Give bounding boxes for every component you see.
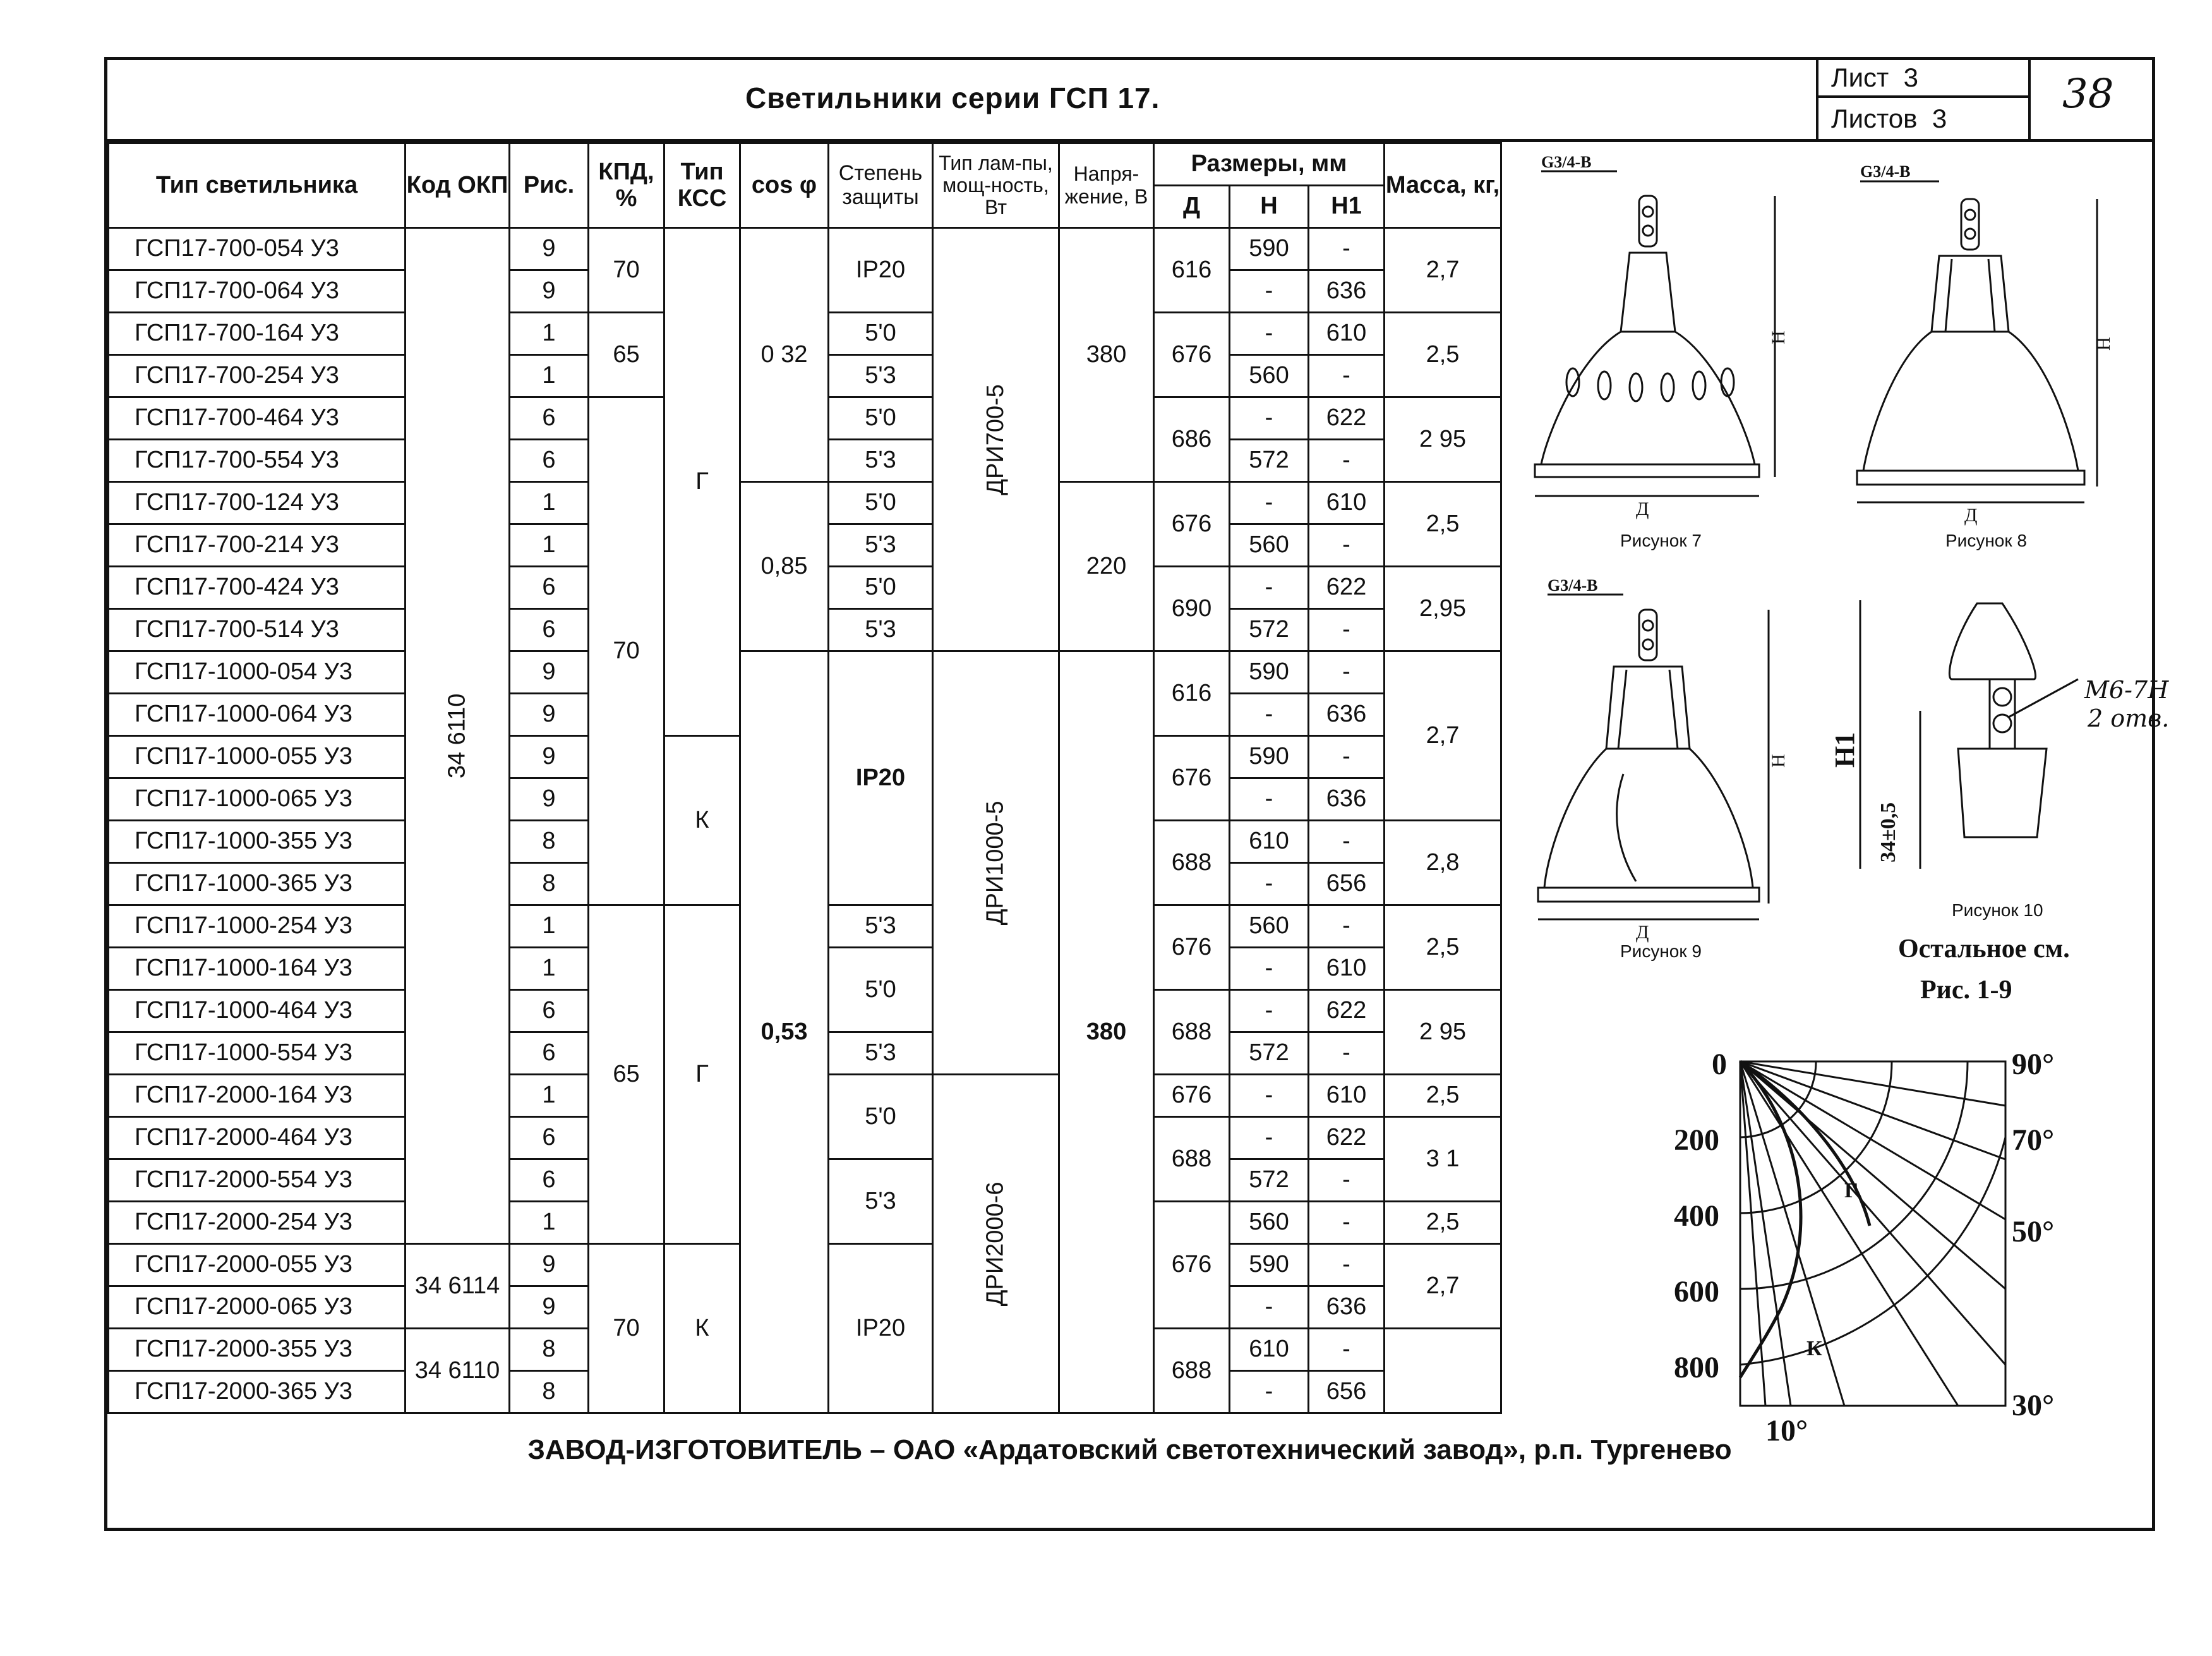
table-cell-h1: 636 (1309, 270, 1385, 313)
header-voltage: Напря-жение, В (1059, 143, 1154, 228)
table-cell-lamp (933, 1075, 1059, 1413)
table-cell-h1: - (1309, 651, 1385, 694)
sheets-value: 3 (1932, 104, 1947, 133)
table-cell-fig: 6 (510, 397, 589, 440)
table-cell-type: ГСП17-700-214 У3 (109, 524, 406, 567)
header-cos: cos φ (740, 143, 829, 228)
table-cell-d: 688 (1154, 1329, 1230, 1413)
table-cell-fig: 9 (510, 651, 589, 694)
lamp-value: ДРИ700-5 (982, 384, 1009, 495)
dim-h1-label: Н1 (1829, 732, 1860, 768)
table-cell-mass: 2 95 (1385, 397, 1501, 482)
sheets-row (1818, 98, 2041, 140)
table-cell-h: 590 (1230, 228, 1309, 270)
table-cell-voltage: 380 (1059, 651, 1154, 1413)
table-cell-d: 676 (1154, 1202, 1230, 1329)
header-kss: Тип КСС (664, 143, 740, 228)
table-cell-fig: 9 (510, 736, 589, 778)
table-cell-h: - (1230, 948, 1309, 990)
sheets-label: Листов (1831, 104, 1918, 133)
table-cell-mass: 2,5 (1385, 313, 1501, 397)
table-cell-kpd: 70 (589, 397, 664, 905)
table-cell-protection: 5'0 (829, 948, 933, 1032)
table-cell-fig: 9 (510, 228, 589, 270)
table-cell-type: ГСП17-1000-055 У3 (109, 736, 406, 778)
table-cell-lamp (933, 228, 1059, 651)
table-cell-type: ГСП17-700-464 У3 (109, 397, 406, 440)
fig10-holes-label: 2 отв. (2088, 704, 2170, 732)
polar-angle-label: 10° (1765, 1414, 1808, 1447)
table-cell-mass: 2,7 (1385, 1244, 1501, 1329)
table-cell-mass: 2 95 (1385, 990, 1501, 1075)
dim-d-label: Д (1636, 922, 1649, 943)
table-cell-fig: 1 (510, 482, 589, 524)
table-cell-fig: 6 (510, 609, 589, 651)
dim-h-label: Н (2093, 337, 2114, 351)
table-cell-h: - (1230, 313, 1309, 355)
table-cell-h1: 622 (1309, 1117, 1385, 1159)
polar-radial-label: 200 (1674, 1123, 1719, 1157)
table-cell-type: ГСП17-700-064 У3 (109, 270, 406, 313)
table-cell-cos: 0 32 (740, 228, 829, 482)
table-cell-type: ГСП17-1000-065 У3 (109, 778, 406, 821)
note-line1: Остальное см. (1898, 934, 2070, 964)
fig10-caption: Рисунок 10 (1952, 900, 2043, 920)
fig7-caption: Рисунок 7 (1620, 531, 1702, 550)
table-cell-protection: 5'3 (829, 355, 933, 397)
table-cell-type: ГСП17-700-554 У3 (109, 440, 406, 482)
table-cell-mass: 2,5 (1385, 1075, 1501, 1117)
table-cell-h: 572 (1230, 609, 1309, 651)
table-cell-type: ГСП17-2000-554 У3 (109, 1159, 406, 1202)
table-cell-h1: - (1309, 1244, 1385, 1286)
table-cell-h1: - (1309, 609, 1385, 651)
fig8-caption: Рисунок 8 (1945, 531, 2027, 550)
fig10-thread-label: М6-7Н (2084, 676, 2169, 704)
thread-label: G3/4-B (1548, 576, 1598, 595)
polar-radial-label: 600 (1674, 1275, 1719, 1308)
table-cell-type: ГСП17-2000-355 У3 (109, 1329, 406, 1371)
header-d: Д (1154, 186, 1230, 228)
thread-label: G3/4-B (1541, 153, 1592, 171)
table-cell-mass: 2,7 (1385, 651, 1501, 821)
table-cell-fig: 6 (510, 440, 589, 482)
table-cell-mass (1385, 1329, 1501, 1413)
table-cell-h1: - (1309, 440, 1385, 482)
table-cell-h1: 610 (1309, 313, 1385, 355)
table-cell-fig: 9 (510, 270, 589, 313)
polar-radial-label: 800 (1674, 1351, 1719, 1384)
fig9-caption: Рисунок 9 (1620, 941, 1702, 961)
header-okp: Код ОКП (406, 143, 510, 228)
luminaire-drawing-fig8 (1857, 162, 2114, 526)
table-cell-mass: 2,95 (1385, 567, 1501, 651)
note-line2: Рис. 1-9 (1920, 976, 2012, 1005)
table-cell-h1: 656 (1309, 1371, 1385, 1413)
table-cell-h: 572 (1230, 1032, 1309, 1075)
table-cell-kss: Г (664, 228, 740, 736)
table-cell-d: 688 (1154, 990, 1230, 1075)
curve-g-label: Г (1844, 1179, 1858, 1202)
table-cell-h1: - (1309, 821, 1385, 863)
table-cell-h: - (1230, 270, 1309, 313)
manufacturer-footer: ЗАВОД-ИЗГОТОВИТЕЛЬ – ОАО «Ардатовский светотехнический завод», р.п. Тургенево (527, 1434, 1732, 1465)
table-cell-protection: 5'3 (829, 440, 933, 482)
table-cell-h: 590 (1230, 1244, 1309, 1286)
table-cell-h: - (1230, 863, 1309, 905)
polar-radial-label: 0 (1712, 1048, 1727, 1081)
table-cell-kss: К (664, 736, 740, 905)
table-cell-type: ГСП17-1000-355 У3 (109, 821, 406, 863)
table-cell-h1: 622 (1309, 567, 1385, 609)
table-cell-protection: 5'3 (829, 609, 933, 651)
table-cell-fig: 9 (510, 1286, 589, 1329)
table-cell-fig: 6 (510, 1159, 589, 1202)
table-cell-h: 560 (1230, 905, 1309, 948)
sheet-box (1816, 57, 2031, 142)
table-cell-h: - (1230, 1286, 1309, 1329)
table-cell-h: 572 (1230, 1159, 1309, 1202)
table-cell-fig: 8 (510, 863, 589, 905)
table-cell-d: 616 (1154, 651, 1230, 736)
table-cell-d: 676 (1154, 905, 1230, 990)
curve-k-label: К (1806, 1337, 1822, 1360)
table-cell-h: - (1230, 567, 1309, 609)
table-cell-okp (406, 228, 510, 1244)
table-cell-d: 676 (1154, 313, 1230, 397)
table-cell-kss: Г (664, 905, 740, 1244)
table-cell-type: ГСП17-700-164 У3 (109, 313, 406, 355)
table-cell-protection: 5'3 (829, 1032, 933, 1075)
table-cell-type: ГСП17-1000-554 У3 (109, 1032, 406, 1075)
polar-diagram (1655, 1036, 2148, 1453)
table-cell-mass: 2,8 (1385, 821, 1501, 905)
dim-d-label: Д (1964, 505, 1978, 526)
table-cell-protection: 5'0 (829, 1075, 933, 1159)
table-cell-h: 590 (1230, 651, 1309, 694)
table-cell-d: 690 (1154, 567, 1230, 651)
header-mass: Масса, кг, (1385, 143, 1501, 228)
table-cell-kpd: 65 (589, 313, 664, 397)
table-cell-type: ГСП17-2000-254 У3 (109, 1202, 406, 1244)
table-cell-h1: 610 (1309, 948, 1385, 990)
table-cell-fig: 6 (510, 990, 589, 1032)
dim-d-label: Д (1636, 499, 1649, 519)
table-cell-fig: 8 (510, 1329, 589, 1371)
table-cell-cos: 0,53 (740, 651, 829, 1413)
table-cell-protection: 5'0 (829, 567, 933, 609)
table-cell-kpd: 70 (589, 1244, 664, 1413)
header-h1: Н1 (1309, 186, 1385, 228)
table-cell-h1: 636 (1309, 694, 1385, 736)
polar-radial-label: 400 (1674, 1199, 1719, 1233)
header-kpd: КПД, % (589, 143, 664, 228)
table-cell-fig: 1 (510, 1202, 589, 1244)
header-type: Тип светильника (109, 143, 406, 228)
table-cell-fig: 6 (510, 1117, 589, 1159)
table-cell-h1: 636 (1309, 778, 1385, 821)
table-cell-h: - (1230, 778, 1309, 821)
table-cell-mass: 2,7 (1385, 228, 1501, 313)
header-fig: Рис. (510, 143, 589, 228)
table-cell-h1: - (1309, 228, 1385, 270)
table-cell-kss: К (664, 1244, 740, 1413)
table-cell-h: - (1230, 482, 1309, 524)
luminaire-drawing-fig7 (1535, 153, 1789, 519)
table-cell-h1: - (1309, 524, 1385, 567)
table-cell-fig: 9 (510, 778, 589, 821)
table-cell-h: - (1230, 1117, 1309, 1159)
table-cell-fig: 9 (510, 1244, 589, 1286)
table-cell-h1: - (1309, 1202, 1385, 1244)
table-cell-h: 572 (1230, 440, 1309, 482)
table-cell-h1: 622 (1309, 397, 1385, 440)
table-cell-h1: 610 (1309, 1075, 1385, 1117)
table-cell-protection: IP20 (829, 1244, 933, 1413)
table-cell-type: ГСП17-2000-164 У3 (109, 1075, 406, 1117)
table-cell-type: ГСП17-700-124 У3 (109, 482, 406, 524)
table-cell-h1: 636 (1309, 1286, 1385, 1329)
table-cell-d: 616 (1154, 228, 1230, 313)
table-cell-kpd: 70 (589, 228, 664, 313)
table-cell-h1: - (1309, 736, 1385, 778)
table-cell-type: ГСП17-1000-054 У3 (109, 651, 406, 694)
table-cell-protection: 5'0 (829, 313, 933, 355)
table-cell-fig: 6 (510, 567, 589, 609)
table-cell-mass: 2,5 (1385, 482, 1501, 567)
table-cell-protection: 5'3 (829, 905, 933, 948)
table-cell-protection: IP20 (829, 228, 933, 313)
table-cell-voltage: 220 (1059, 482, 1154, 651)
table-cell-d: 676 (1154, 736, 1230, 821)
table-cell-okp: 34 6110 (406, 1329, 510, 1413)
table-cell-type: ГСП17-1000-064 У3 (109, 694, 406, 736)
table-cell-type: ГСП17-700-514 У3 (109, 609, 406, 651)
table-cell-type: ГСП17-1000-164 У3 (109, 948, 406, 990)
header-protection: Степень защиты (829, 143, 933, 228)
table-cell-protection: 5'3 (829, 1159, 933, 1244)
table-cell-d: 688 (1154, 1117, 1230, 1202)
table-cell-protection: 5'0 (829, 482, 933, 524)
header-lamp: Тип лам-пы, мощ-ность, Вт (933, 143, 1059, 228)
table-cell-fig: 9 (510, 694, 589, 736)
table-cell-h1: - (1309, 1329, 1385, 1371)
table-cell-fig: 8 (510, 1371, 589, 1413)
table-cell-mass: 2,5 (1385, 1202, 1501, 1244)
table-cell-okp: 34 6114 (406, 1244, 510, 1329)
table-cell-fig: 1 (510, 905, 589, 948)
table-cell-fig: 1 (510, 355, 589, 397)
table-cell-h1: - (1309, 905, 1385, 948)
table-cell-h: 590 (1230, 736, 1309, 778)
table-cell-fig: 6 (510, 1032, 589, 1075)
table-cell-d: 676 (1154, 482, 1230, 567)
lamp-value: ДРИ2000-6 (982, 1182, 1009, 1306)
okp-value: 34 6110 (443, 693, 471, 778)
table-cell-type: ГСП17-700-424 У3 (109, 567, 406, 609)
polar-angle-label: 90° (2012, 1048, 2055, 1081)
table-cell-type: ГСП17-700-054 У3 (109, 228, 406, 270)
sheet-label: Лист (1831, 63, 1889, 92)
table-cell-lamp (933, 651, 1059, 1075)
dim-h-label: Н (1768, 330, 1789, 344)
page-number: 38 (2062, 71, 2114, 118)
table-cell-h1: - (1309, 1032, 1385, 1075)
table-cell-d: 686 (1154, 397, 1230, 482)
table-cell-h1: 610 (1309, 482, 1385, 524)
table-cell-protection: 5'3 (829, 524, 933, 567)
table-cell-type: ГСП17-700-254 У3 (109, 355, 406, 397)
table-cell-type: ГСП17-1000-464 У3 (109, 990, 406, 1032)
table-cell-h: - (1230, 694, 1309, 736)
luminaire-drawing-fig10 (1829, 600, 2169, 869)
table-cell-type: ГСП17-2000-464 У3 (109, 1117, 406, 1159)
luminaire-drawing-fig9 (1538, 576, 1789, 943)
table-cell-voltage: 380 (1059, 228, 1154, 482)
thread-label: G3/4-B (1860, 162, 1911, 181)
sheet-value: 3 (1903, 63, 1918, 92)
table-cell-h: 560 (1230, 524, 1309, 567)
table-cell-h1: 656 (1309, 863, 1385, 905)
table-cell-h: 560 (1230, 1202, 1309, 1244)
table-cell-h: - (1230, 1075, 1309, 1117)
table-cell-type: ГСП17-2000-055 У3 (109, 1244, 406, 1286)
polar-angle-label: 50° (2012, 1215, 2055, 1248)
table-cell-fig: 8 (510, 821, 589, 863)
table-cell-h: - (1230, 990, 1309, 1032)
sheet-row (1818, 57, 2028, 98)
table-cell-kpd: 65 (589, 905, 664, 1244)
spec-table (107, 142, 1502, 1414)
table-cell-fig: 1 (510, 313, 589, 355)
header-h: Н (1230, 186, 1309, 228)
polar-angle-label: 70° (2012, 1123, 2055, 1157)
table-cell-mass: 2,5 (1385, 905, 1501, 990)
table-cell-fig: 1 (510, 1075, 589, 1117)
table-cell-mass: 3 1 (1385, 1117, 1501, 1202)
table-cell-h: 610 (1230, 821, 1309, 863)
dim-h-label: Н (1768, 754, 1789, 768)
table-cell-protection: IP20 (829, 651, 933, 905)
table-cell-type: ГСП17-2000-365 У3 (109, 1371, 406, 1413)
table-cell-h1: - (1309, 355, 1385, 397)
table-cell-h: - (1230, 397, 1309, 440)
lamp-value: ДРИ1000-5 (982, 801, 1009, 925)
header-dims: Размеры, мм (1154, 143, 1385, 186)
table-cell-fig: 1 (510, 948, 589, 990)
table-cell-h: - (1230, 1371, 1309, 1413)
table-cell-h: 560 (1230, 355, 1309, 397)
table-cell-h: 610 (1230, 1329, 1309, 1371)
table-cell-type: ГСП17-1000-365 У3 (109, 863, 406, 905)
table-cell-h1: 622 (1309, 990, 1385, 1032)
table-cell-cos: 0,85 (740, 482, 829, 651)
table-cell-protection: 5'0 (829, 397, 933, 440)
polar-angle-label: 30° (2012, 1389, 2055, 1422)
table-cell-type: ГСП17-1000-254 У3 (109, 905, 406, 948)
page-title: Светильники серии ГСП 17. (745, 82, 1160, 114)
fig10-dim-label: 34±0,5 (1877, 802, 1900, 862)
table-cell-d: 676 (1154, 1075, 1230, 1117)
table-cell-h1: - (1309, 1159, 1385, 1202)
table-cell-fig: 1 (510, 524, 589, 567)
table-cell-type: ГСП17-2000-065 У3 (109, 1286, 406, 1329)
table-cell-d: 688 (1154, 821, 1230, 905)
